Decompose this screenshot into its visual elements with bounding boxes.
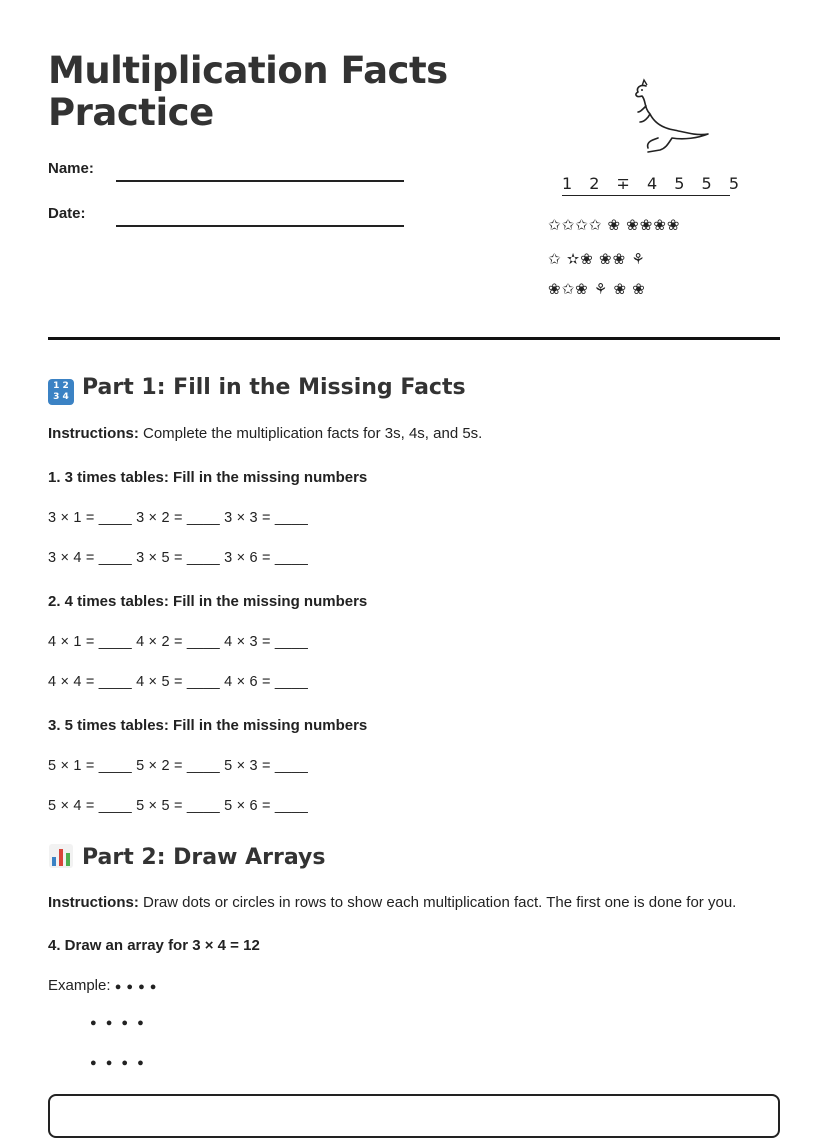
q3-facts-row-2[interactable]: 5 × 4 = ____ 5 × 5 = ____ 5 × 6 = ____ xyxy=(48,798,308,814)
question-3: 3. 5 times tables: Fill in the missing numbers xyxy=(48,717,368,734)
array-answer-box[interactable] xyxy=(48,1094,780,1138)
flower-row-2: ✩ ✫❀ ❀❀ ⚘ xyxy=(548,251,646,268)
date-label: Date: xyxy=(48,205,86,222)
dots-row-3: ● ● ● ● xyxy=(90,1057,147,1069)
example-dots: ● ● ● ● xyxy=(114,981,158,993)
q2-facts-row-1[interactable]: 4 × 1 = ____ 4 × 2 = ____ 4 × 3 = ____ xyxy=(48,634,308,650)
date-field[interactable] xyxy=(116,225,404,227)
question-4: 4. Draw an array for 3 × 4 = 12 xyxy=(48,937,260,954)
q3-facts-row-1[interactable]: 5 × 1 = ____ 5 × 2 = ____ 5 × 3 = ____ xyxy=(48,758,308,774)
header-divider xyxy=(48,337,780,340)
bar-chart-icon xyxy=(48,843,74,869)
part1-heading: 1 2 3 4 Part 1: Fill in the Missing Facts xyxy=(48,374,466,405)
array-example: Example: ● ● ● ● xyxy=(48,977,158,994)
numbers-icon: 1 2 3 4 xyxy=(48,379,74,405)
q1-facts-row-2[interactable]: 3 × 4 = ____ 3 × 5 = ____ 3 × 6 = ____ xyxy=(48,550,308,566)
question-1: 1. 3 times tables: Fill in the missing numbers xyxy=(48,469,368,486)
name-field[interactable] xyxy=(116,180,404,182)
kangaroo-illustration xyxy=(548,78,745,308)
part2-instructions: Instructions: Draw dots or circles in rows to show each multiplication fact. The first one is done for you. xyxy=(48,894,737,911)
question-2: 2. 4 times tables: Fill in the missing numbers xyxy=(48,593,368,610)
kangaroo-icon xyxy=(588,78,718,158)
part1-instructions: Instructions: Complete the multiplication facts for 3s, 4s, and 5s. xyxy=(48,425,483,442)
q2-facts-row-2[interactable]: 4 × 4 = ____ 4 × 5 = ____ 4 × 6 = ____ xyxy=(48,674,308,690)
title-line-2: Practice xyxy=(48,91,214,134)
flower-row-3: ❀✩❀ ⚘ ❀ ❀ xyxy=(548,281,646,298)
part2-heading: Part 2: Draw Arrays xyxy=(48,843,325,872)
title-line-1: Multiplication Facts xyxy=(48,49,448,92)
page-title xyxy=(48,50,448,134)
dots-row-2: ● ● ● ● xyxy=(90,1017,147,1029)
number-line: 1 2 ∓ 4 5 5 5 xyxy=(562,174,730,196)
q1-facts-row-1[interactable]: 3 × 1 = ____ 3 × 2 = ____ 3 × 3 = ____ xyxy=(48,510,308,526)
name-label: Name: xyxy=(48,160,94,177)
flower-row-1: ✩✩✩✩ ❀ ❀❀❀❀ xyxy=(548,217,681,234)
